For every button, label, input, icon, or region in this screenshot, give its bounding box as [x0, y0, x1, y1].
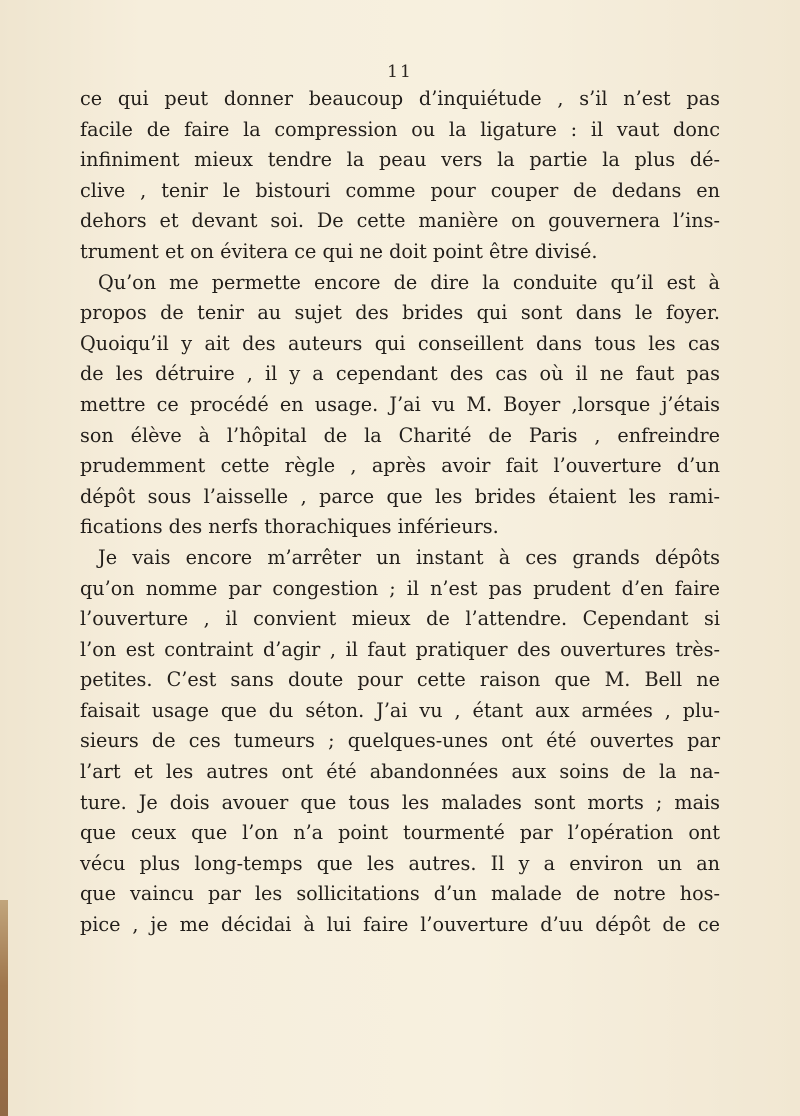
text-line: dépôt sous l’aisselle , parce que les brides étaient les rami-	[80, 484, 720, 508]
text-line: sieurs de ces tumeurs ; quelques-unes ont été ouvertes par	[80, 729, 720, 753]
page-number: 11	[387, 62, 413, 82]
text-line: que ceux que l’on n’a point tourmenté par l’opération ont	[80, 821, 720, 845]
text-line: qu’on nomme par congestion ; il n’est pas prudent d’en faire	[80, 576, 720, 600]
body-text	[80, 84, 720, 941]
text-line: prudemment cette règle , après avoir fait l’ouverture d’un	[80, 454, 720, 478]
text-line: facile de faire la compression ou la ligature : il vaut donc	[80, 117, 720, 141]
text-line: l’on est contraint d’agir , il faut pratiquer des ouvertures très-	[80, 637, 720, 661]
text-line: Je vais encore m’arrêter un instant à ces grands dépôts	[98, 545, 720, 569]
text-line: de les détruire , il y a cependant des cas où il ne faut pas	[80, 362, 720, 386]
text-line: ce qui peut donner beaucoup d’inquiétude , s’il n’est pas	[80, 87, 720, 110]
text-line: Qu’on me permette encore de dire la conduite qu’il est à	[98, 270, 720, 294]
binding-edge	[0, 900, 8, 1116]
text-line: Quoiqu’il y ait des auteurs qui conseillent dans tous les cas	[80, 331, 720, 355]
text-line: dehors et devant soi. De cette manière on gouvernera l’ins-	[80, 209, 720, 233]
text-line: propos de tenir au sujet des brides qui sont dans le foyer.	[80, 301, 720, 325]
text-line: l’art et les autres ont été abandonnées aux soins de la na-	[80, 760, 720, 784]
text-line: que vaincu par les sollicitations d’un malade de notre hos-	[80, 882, 720, 906]
text-line: trument et on évitera ce qui ne doit point être divisé.	[80, 239, 598, 263]
text-line: l’ouverture , il convient mieux de l’attendre. Cependant si	[80, 607, 720, 631]
text-line: mettre ce procédé en usage. J’ai vu M. Boyer ,lorsque j’étais	[80, 392, 720, 416]
text-line: faisait usage que du séton. J’ai vu , étant aux armées , plu-	[80, 698, 720, 722]
text-line: clive , tenir le bistouri comme pour couper de dedans en	[80, 178, 720, 202]
text-line: fications des nerfs thorachiques inférieurs.	[80, 515, 499, 539]
text-line: ture. Je dois avouer que tous les malades sont morts ; mais	[80, 790, 720, 814]
text-line: vécu plus long-temps que les autres. Il y a environ un an	[80, 851, 720, 875]
text-line: son élève à l’hôpital de la Charité de Paris , enfreindre	[80, 423, 720, 447]
text-line: infiniment mieux tendre la peau vers la partie la plus dé-	[80, 148, 720, 172]
text-line: pice , je me décidai à lui faire l’ouverture d’uu dépôt de ce	[80, 913, 720, 937]
text-line: petites. C’est sans doute pour cette raison que M. Bell ne	[80, 668, 720, 692]
